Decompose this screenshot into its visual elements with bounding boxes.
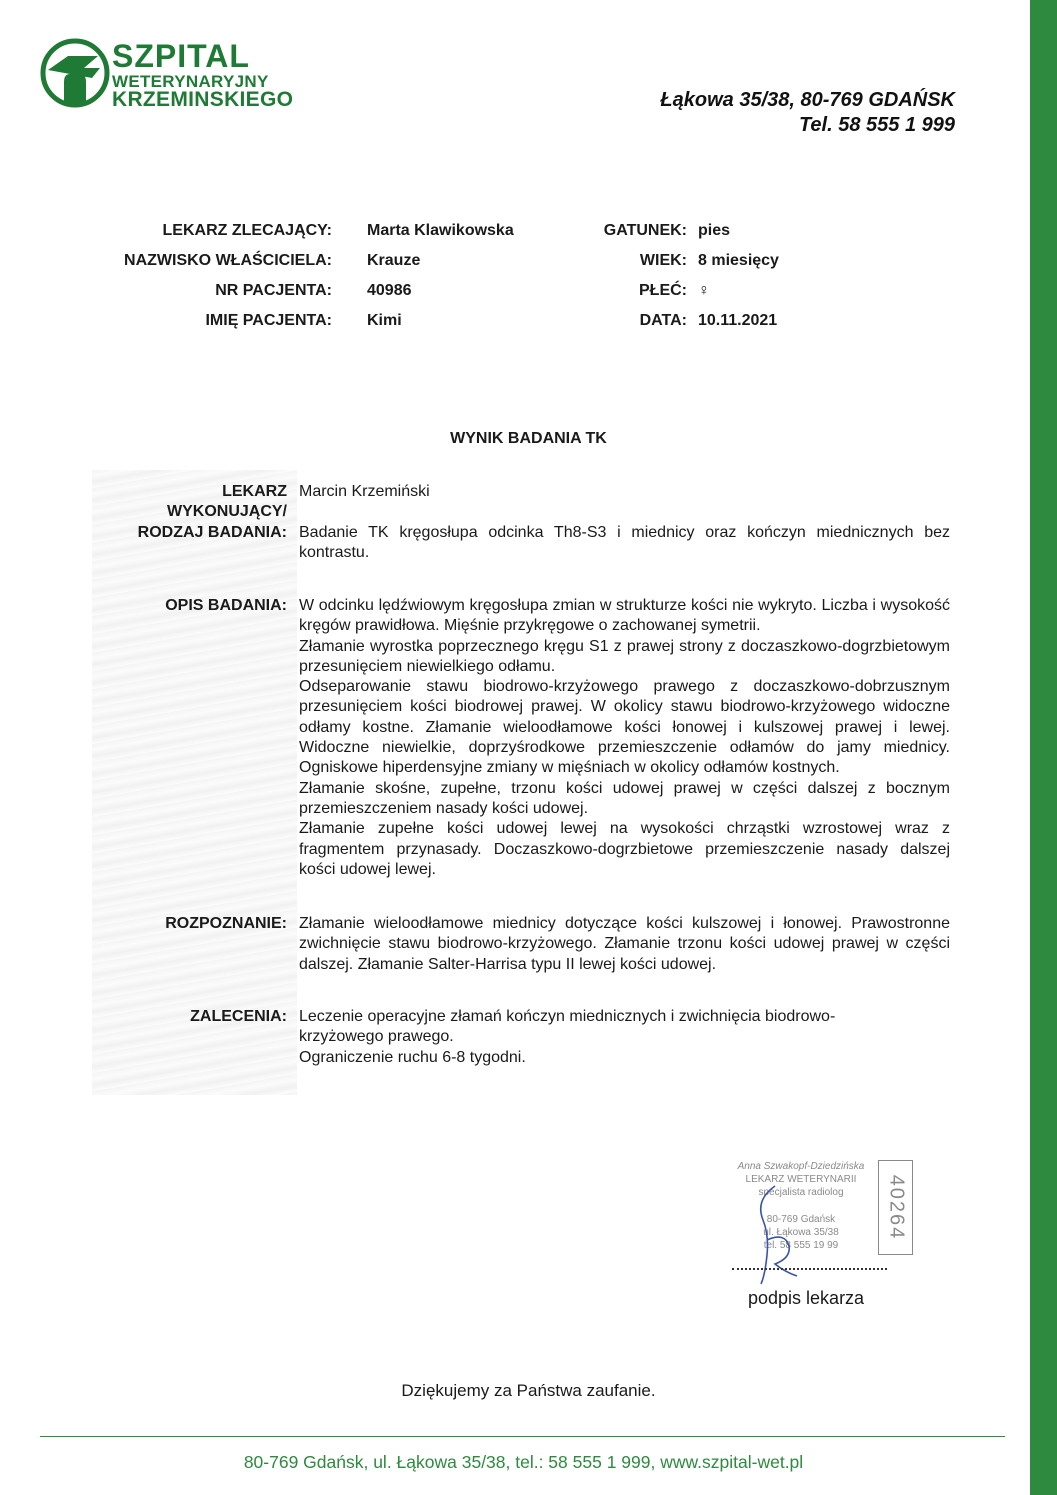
patient-number-label: NR PACJENTA:: [215, 282, 332, 299]
species-label: GATUNEK:: [603, 222, 687, 239]
stamp-number-box: [878, 1160, 913, 1255]
ordering-doctor-label: LEKARZ ZLECAJĄCY:: [162, 222, 332, 239]
footer-divider: [40, 1436, 1005, 1437]
owner-name-label: NAZWISKO WŁAŚCICIELA:: [124, 252, 332, 269]
patient-row: [0, 282, 1057, 312]
ordering-doctor-value: Marta Klawikowska: [367, 222, 514, 239]
performing-doctor-label: [167, 482, 287, 522]
patient-number-value: 40986: [367, 282, 412, 299]
age-value: 8 miesięcy: [698, 252, 779, 269]
patient-row: [0, 222, 1057, 252]
logo-name: KRZEMINSKIEGO: [112, 88, 294, 111]
performing-doctor-value: Marcin Krzemiński: [299, 483, 430, 500]
stamp-phone: tel. 58 555 19 99: [763, 1240, 839, 1251]
species-value: pies: [698, 222, 731, 239]
exam-type-label: RODZAJ BADANIA:: [137, 524, 287, 541]
recommendations-text: [299, 1007, 909, 1068]
stamp-city: 80-769 Gdańsk: [766, 1214, 836, 1225]
cat-logo-icon: [40, 38, 110, 108]
address-phone: Tel. 58 555 1 999: [798, 114, 955, 136]
diagnosis-label: ROZPOZNANIE:: [165, 915, 287, 932]
patient-row: [0, 312, 1057, 342]
hospital-logo: [40, 38, 300, 110]
thanks-message: Dziękujemy za Państwa zaufanie.: [401, 1381, 656, 1400]
description-paragraph: Odseparowanie stawu biodrowo-krzyżowego prawego z doczaszkowo-dobrzusznym przesunięciem kości biodrowej prawej. W okolicy stawu biodrowo-krzyżowego widoczne odłamy kostne. Złamanie wieloodłamowe kości łonowej i kulszowej prawej i lewej. Widoczne niewielkie, doprzyśrodkowe przemieszczenie odłamów do jamy miednicy. Ogniskowe hiperdensyjne zmiany w mięśniach w okolicy odłamów kostnych.: [299, 678, 950, 777]
stamp-name: Anna Szwakopf-Dziedzińska: [737, 1161, 865, 1172]
patient-name-label: IMIĘ PACJENTA:: [205, 312, 332, 329]
date-label: DATA:: [639, 312, 687, 329]
stamp-title: LEKARZ WETERYNARII: [745, 1174, 857, 1185]
description-paragraph: Złamanie wyrostka poprzecznego kręgu S1 z prawej strony z doczaszkowo-dogrzbietowym przesunięciem niewielkiego odłamu.: [299, 637, 950, 675]
diagnosis-text: Złamanie wieloodłamowe miednicy dotyczące kości kulszowej i łonowej. Prawostronne zwichnięcie stawu biodrowo-krzyżowego. Złamanie trzonu kości udowej prawej w części dalszej. Złamanie Salter-Harrisa typu II lewej kości udowej.: [299, 915, 950, 973]
age-label: WIEK:: [639, 252, 687, 269]
stamp-specialty: specjalista radiolog: [758, 1187, 844, 1198]
recommendations-label: ZALECENIA:: [190, 1008, 287, 1025]
date-value: 10.11.2021: [698, 312, 778, 329]
header-address: [660, 88, 955, 138]
logo-subtitle: WETERYNARYJNY: [112, 72, 269, 91]
patient-row: [0, 252, 1057, 282]
stamp-street: ul. Łąkowa 35/38: [763, 1227, 839, 1238]
signature-label: podpis lekarza: [748, 1288, 865, 1308]
stamp-number: 40264: [885, 1174, 908, 1241]
handwritten-signature: [745, 1180, 805, 1290]
performing-doctor-label-line2: WYKONUJĄCY/: [166, 503, 287, 520]
logo-title: SZPITAL: [112, 38, 250, 74]
exam-description-text: [299, 596, 950, 880]
watermark: [92, 470, 297, 1095]
owner-name-value: Krauze: [367, 252, 421, 269]
patient-name-value: Kimi: [367, 312, 402, 329]
address-street: Łąkowa 35/38, 80-769 GDAŃSK: [660, 89, 955, 111]
sex-value: ♀: [698, 282, 710, 299]
description-paragraph: W odcinku lędźwiowym kręgosłupa zmian w strukturze kości nie wykryto. Liczba i wysokość kręgów prawidłowa. Mięśnie przykręgowe o zachowanej symetrii.: [299, 597, 950, 635]
description-paragraph: Złamanie zupełne kości udowej lewej na wysokości chrząstki wzrostowej wraz z fragmentem przynasady. Doczaszkowo-dogrzbietowe przemieszczenie nasady dalszej kości udowej lewej.: [299, 820, 950, 878]
recommendation-item: Ograniczenie ruchu 6-8 tygodni.: [299, 1048, 526, 1066]
signature-line: [732, 1268, 887, 1270]
exam-description-label: OPIS BADANIA:: [165, 597, 287, 614]
performing-doctor-label-line1: LEKARZ: [222, 483, 287, 500]
description-paragraph: Złamanie skośne, zupełne, trzonu kości udowej prawej w części dalszej z bocznym przemieszczeniem nasady kości udowej.: [299, 779, 950, 817]
sex-label: PŁEĆ:: [639, 282, 687, 299]
footer-contact: 80-769 Gdańsk, ul. Łąkowa 35/38, tel.: 58 555 1 999, www.szpital-wet.pl: [243, 1452, 804, 1472]
recommendation-item: Leczenie operacyjne złamań kończyn miednicznych i zwichnięcia biodrowo-krzyżowego prawego.: [299, 1008, 836, 1046]
report-title: WYNIK BADANIA TK: [450, 430, 607, 447]
exam-type-value: Badanie TK kręgosłupa odcinka Th8-S3 i miednicy oraz kończyn miednicznych bez kontrastu.: [299, 524, 950, 562]
